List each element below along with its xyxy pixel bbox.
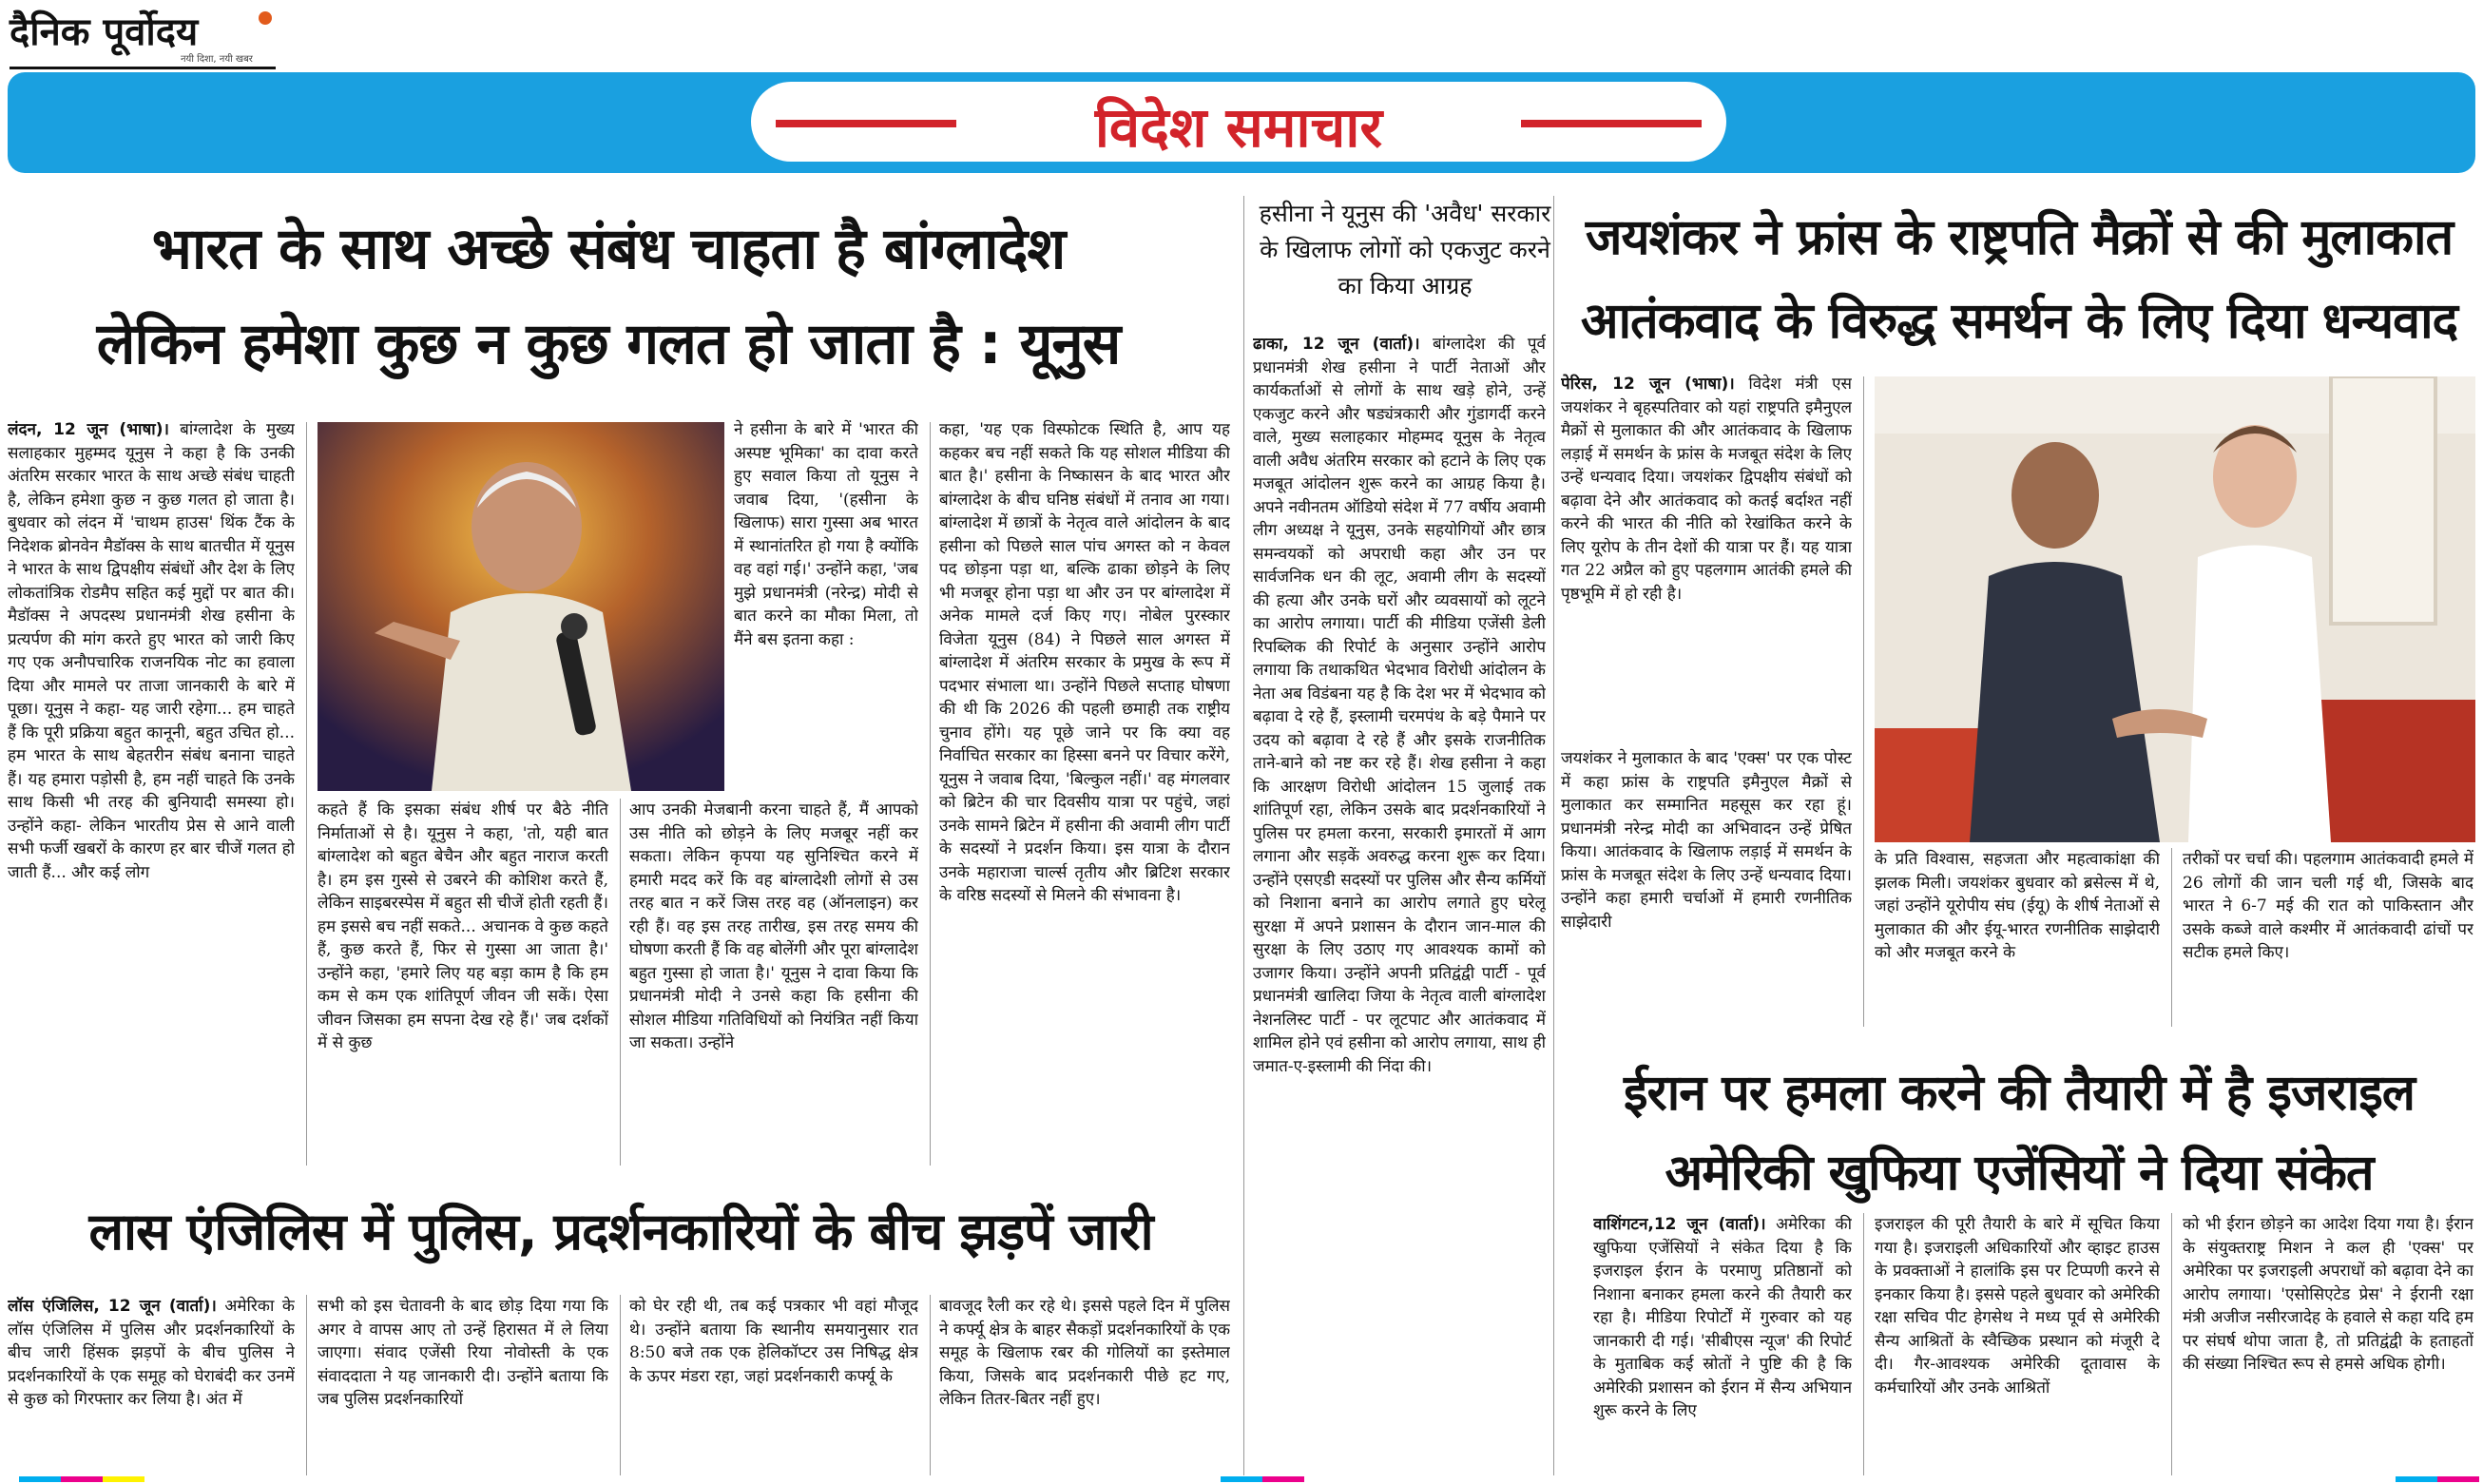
yunus-photo (318, 422, 724, 791)
jaishankar-column-1b (1561, 747, 1852, 1027)
hasina-column (1253, 333, 1546, 1475)
column-rule (620, 1295, 621, 1475)
column-rule (1553, 196, 1554, 1475)
masthead-underline (10, 67, 276, 69)
yunus-col4-text: कहा, 'यह एक विस्फोटक स्थिति है, आप यह कहकर बच नहीं सकते कि यह सोशल मीडिया की बात है।' हसीना के निष्कासन के बाद भारत और बांग्लादेश के बीच घनिष्ठ संबंधों में तनाव आ गया। बांग्लादेश में छात्रों के नेतृत्व वाले आंदोलन के बाद हसीना को पिछले साल पांच अगस्त को न केवल पद छोड़ना पड़ा था, बल्कि ढाका छोड़ने के लिए भी मजबूर होना पड़ा था और उन पर बांग्लादेश में अनेक मामले दर्ज किए गए। नोबेल पुरस्कार विजेता यूनुस (84) ने पिछले साल अगस्त में बांग्लादेश में अंतरिम सरकार के प्रमुख के रूप में पदभार संभाला था। उन्होंने पिछले सप्ताह घोषणा की थी कि 2026 की पहली छमाही तक राष्ट्रीय चुनाव होंगे। यह पूछे जाने पर कि क्या वह निर्वाचित सरकार का हिस्सा बनने पर विचार करेंगे, यूनुस ने जवाब दिया, 'बिल्कुल नहीं।' वह मंगलवार को ब्रिटेन की चार दिवसीय यात्रा पर पहुंचे, जहां उनके सामने ब्रिटेन में हसीना की अवामी लीग पार्टी के सदस्यों ने प्रदर्शन किया। इस यात्रा के दौरान उनके महाराजा चार्ल्स तृतीय और ब्रिटिश सरकार के वरिष्ठ सदस्यों से मिलने की संभावना है। (939, 420, 1230, 905)
iran-column-1 (1593, 1213, 1852, 1475)
jaishankar-macron-photo-illustration (1875, 376, 2475, 842)
yunus-column-3b (629, 799, 918, 1166)
jaishankar-macron-photo (1875, 376, 2475, 842)
yunus-col3a-text: ने हसीना के बारे में 'भारत की अस्पष्ट भूमिका' का दावा करते हुए सवाल किया तो यूनुस ने जवाब दिया, '(हसीना के खिलाफ) सारा गुस्सा अब भारत में स्थानांतरित हो गया है क्योंकि वह वहां गई।' उन्होंने कहा, 'जब मुझे प्रधानमंत्री (नरेन्द्र) मोदी से बात करने का मौका मिला, तो मैंने बस इतना कहा : (734, 420, 918, 649)
banner-right-bar (1521, 120, 1702, 127)
jaishankar-col1b-text: जयशंकर ने मुलाकात के बाद 'एक्स' पर एक पोस्ट में कहा फ्रांस के राष्ट्रपति इमैनुएल मैक्रों से मुलाकात कर सम्मानित महसूस कर रहा हूं। प्रधानमंत्री नरेन्द्र मोदी का अभिवादन उन्हें प्रेषित किया। आतंकवाद के खिलाफ लड़ाई में समर्थन के फ्रांस के मजबूत संदेश के लिए उन्हें धन्यवाद दिया। उन्होंने कहा हमारी चर्चाओं में हमारी रणनीतिक साझेदारी (1561, 749, 1852, 932)
jaishankar-column-1 (1561, 373, 1852, 743)
la-column-4 (939, 1295, 1230, 1475)
section-title-pill (751, 82, 1726, 162)
jaishankar-column-3 (2183, 848, 2473, 1027)
jaishankar-headline-line2: आतंकवाद के विरुद्ध समर्थन के लिए दिया धन्यवाद (1580, 293, 2458, 350)
la-column-2 (318, 1295, 608, 1475)
yunus-col2-text: कहते हैं कि इसका संबंध शीर्ष पर बैठे नीति निर्माताओं से है। यूनुस ने कहा, 'तो, यही बात बांग्लादेश को बहुत बेचैन और बहुत नाराज करती है। हम इस गुस्से से उबरने की कोशिश करते हैं, लेकिन साइबरस्पेस में बहुत सी चीजें होती रहती हैं। हम इससे बच नहीं सकते... अचानक वे कुछ कहते हैं, कुछ करते हैं, फिर से गुस्सा आ जाता है।' उन्होंने कहा, 'हमारे लिए यह बड़ा काम है कि हम कम से कम एक शांतिपूर्ण जीवन जी सकें। ऐसा जीवन जिसका हम सपना देख रहे हैं।' जब दर्शकों में से कुछ (318, 800, 608, 1052)
column-rule (930, 422, 931, 1166)
registration-mark (2437, 1476, 2479, 1482)
column-rule (1863, 1213, 1864, 1475)
column-rule (620, 799, 621, 1166)
hasina-dateline: ढाका, 12 जून (वार्ता)। (1253, 335, 1420, 354)
yunus-col3b-text: आप उनकी मेजबानी करना चाहते हैं, मैं आपको उस नीति को छोड़ने के लिए मजबूर नहीं कर सकता। लेकिन कृपया यह सुनिश्चित करने में हमारी मदद करें कि वह बांग्लादेशी लोगों से उस तरह बात न करें जिस तरह वह (ऑनलाइन) कर रही हैं। वह इस तरह तारीख, इस तरह समय की घोषणा करती हैं कि वह बोलेंगी और पूरा बांग्लादेश बहुत गुस्सा हो जाता है।' यूनुस ने दावा किया कि प्रधानमंत्री मोदी ने उनसे कहा कि हसीना की सोशल मीडिया गतिविधियों को नियंत्रित नहीं किया जा सकता। उन्होंने (629, 800, 918, 1052)
yunus-headline-line2: लेकिन हमेशा कुछ न कुछ गलत हो जाता है : यूनुस (96, 311, 1121, 377)
section-title: विदेश समाचार (1094, 95, 1383, 160)
iran-dateline: वाशिंगटन,12 जून (वार्ता)। (1593, 1215, 1766, 1234)
la-column-1 (8, 1295, 295, 1475)
la-col1-text: अमेरिका के लॉस एंजिलिस में पुलिस और प्रदर्शनकारियों के बीच जारी हिंसक झड़पों के बीच पुलिस ने प्रदर्शनकारियों के एक समूह को घेराबंदी कर उनमें से कुछ को गिरफ्तार कर लिया है। अंत में (8, 1297, 295, 1409)
hasina-headline: हसीना ने यूनुस की 'अवैध' सरकार के खिलाफ लोगों को एकजुट करने का किया आग्रह (1259, 200, 1551, 299)
jaishankar-dateline: पेरिस, 12 जून (भाषा)। (1561, 375, 1735, 394)
jaishankar-col2-text: के प्रति विश्वास, सहजता और महत्वाकांक्षा की झलक मिली। जयशंकर बुधवार को ब्रसेल्स में थे, जहां उन्होंने यूरोपीय संघ (ईयू) के शीर्ष नेताओं से मुलाकात की और ईयू-भारत रणनीतिक साझेदारी को और मजबूत करने के (1875, 850, 2160, 962)
registration-mark (19, 1476, 61, 1482)
iran-column-2 (1875, 1213, 2160, 1475)
masthead-logo-dot-icon (259, 11, 272, 25)
masthead-title: दैनिक पूर्वोदय (10, 10, 199, 54)
iran-headline-line2: अमेरिकी खुफिया एजेंसियों ने दिया संकेत (1665, 1145, 2374, 1202)
la-dateline: लॉस एंजिलिस, 12 जून (वार्ता)। (8, 1297, 217, 1316)
registration-mark (61, 1476, 103, 1482)
column-rule (2171, 848, 2172, 1027)
column-rule (1243, 196, 1244, 1475)
registration-mark (1262, 1476, 1304, 1482)
yunus-dateline: लंदन, 12 जून (भाषा)। (8, 420, 169, 439)
yunus-column-2 (318, 799, 608, 1166)
jaishankar-col1-text: विदेश मंत्री एस जयशंकर ने बृहस्पतिवार को यहां राष्ट्रपति इमैनुएल मैक्रों से मुलाकात की और आतंकवाद के खिलाफ लड़ाई में समर्थन के फ्रांस के मजबूत संदेश के लिए उन्हें धन्यवाद दिया। जयशंकर द्विपक्षीय संबंधों को बढ़ावा देने और आतंकवाद को कतई बर्दाश्त नहीं करने की भारत की नीति को रेखांकित करने के लिए यूरोप के तीन देशों की यात्रा पर हैं। यह यात्रा गत 22 अप्रैल को हुए पहलगाम आतंकी हमले की पृष्ठभूमि में हो रही है। (1561, 375, 1852, 604)
jaishankar-headline-line1: जयशंकर ने फ्रांस के राष्ट्रपति मैक्रों से की मुलाकात (1585, 209, 2454, 266)
la-col2-text: सभी को इस चेतावनी के बाद छोड़ दिया गया कि अगर वे वापस आए तो उन्हें हिरासत में ले लिया जाएगा। संवाद एजेंसी रिया नोवोस्ती के एक संवाददाता ने यह जानकारी दी। उन्होंने बताया कि जब पुलिस प्रदर्शनकारियों (318, 1297, 608, 1409)
registration-mark (103, 1476, 144, 1482)
hasina-body-text: बांग्लादेश की पूर्व प्रधानमंत्री शेख हसीना ने पार्टी नेताओं और कार्यकर्ताओं से लोगों के साथ खड़े होने, उन्हें एकजुट करने और षड्यंत्रकारी और गुंडागर्दी करने वाले, मुख्य सलाहकार मोहम्मद यूनुस के नेतृत्व वाली अवैध अंतरिम सरकार को हटाने के लिए एक मजबूत आंदोलन शुरू करने का आग्रह किया है। अपने नवीनतम ऑडियो संदेश में 77 वर्षीय अवामी लीग अध्यक्ष ने यूनुस, उनके सहयोगियों और छात्र समन्वयकों को अपराधी कहा और उन पर सार्वजनिक धन की लूट, अवामी लीग के सदस्यों की हत्या और उनके घरों और व्यवसायों को लूटने का आरोप लगाया। पार्टी की मीडिया एजेंसी डेली रिपब्लिक की रिपोर्ट के अनुसार उन्होंने आरोप लगाया कि तथाकथित भेदभाव विरोधी आंदोलन के नेता अब विडंबना यह है कि देश भर में भेदभाव को बढ़ावा दे रहे हैं, इस्लामी चरमपंथ के बड़े पैमाने पर उदय को बढ़ावा दे रहे हैं और इसके राजनीतिक ताने-बाने को नष्ट कर रहे हैं। शेख हसीना ने कहा कि आरक्षण विरोधी आंदोलन 15 जुलाई तक शांतिपूर्ण रहा, लेकिन उसके बाद प्रदर्शनकारियों ने पुलिस पर हमला करना, सरकारी इमारतों में आग लगाना और सड़कें अवरुद्ध करना शुरू कर दिया। उन्होंने एसएडी सदस्यों पर पुलिस और सैन्य कर्मियों को निशाना बनाने का आरोप लगाते हुए घरेलू सुरक्षा में अपने प्रशासन के दौरान जान-माल की सुरक्षा के लिए उठाए गए आवश्यक कामों को उजागर किया। उन्होंने अपनी प्रतिद्वंद्वी पार्टी - पूर्व प्रधानमंत्री खालिदा जिया के नेतृत्व वाली बांग्लादेश नेशनलिस्ट पार्टी - पर लूटपाट और आतंकवाद में शामिल होने एवं हसीना को आरोप लगाया, साथ ही जमात-ए-इस्लामी की निंदा की। (1253, 335, 1546, 1076)
yunus-column-4 (939, 418, 1230, 1166)
iran-col2-text: इजराइल की पूरी तैयारी के बारे में सूचित किया गया है। इजराइली अधिकारियों और व्हाइट हाउस के प्रवक्ताओं ने हालांकि इस पर टिप्पणी करने से इनकार किया है। इससे पहले बुधवार को अमेरिकी रक्षा सचिव पीट हेगसेथ ने मध्य पूर्व से अमेरिकी सैन्य आश्रितों के स्वैच्छिक प्रस्थान को मंजूरी दे दी। गैर-आवश्यक अमेरिकी दूतावास के कर्मचारियों और उनके आश्रितों (1875, 1215, 2160, 1397)
la-col3-text: को घेर रही थी, तब कई पत्रकार भी वहां मौजूद थे। उन्होंने बताया कि स्थानीय समयानुसार रात 8:50 बजे तक एक हेलिकॉप्टर उस निषिद्ध क्षेत्र के ऊपर मंडरा रहा, जहां प्रदर्शनकारी कर्फ्यू के (629, 1297, 918, 1386)
registration-mark (1221, 1476, 1262, 1482)
registration-mark (2396, 1476, 2437, 1482)
iran-col1-text: अमेरिका की खुफिया एजेंसियों ने संकेत दिया है कि इजराइल ईरान के परमाणु प्रतिष्ठानों को निशाना बनाकर हमला करने की तैयारी कर रहा है। मीडिया रिपोर्टों में गुरुवार को यह जानकारी दी गई। 'सीबीएस न्यूज' की रिपोर्ट के मुताबिक कई स्रोतों ने पुष्टि की है कि अमेरिकी प्रशासन को ईरान में सैन्य अभियान शुरू करने के लिए (1593, 1215, 1852, 1420)
column-rule (1863, 376, 1864, 1027)
banner-left-bar (776, 120, 956, 127)
iran-col3-text: को भी ईरान छोड़ने का आदेश दिया गया है। ईरान के संयुक्तराष्ट्र मिशन ने कल ही 'एक्स' पर अमेरिका पर इजराइली अपराधों को बढ़ावा देने का आरोप लगाया। 'एसोसिएटेड प्रेस' ने ईरानी रक्षा मंत्री अजीज नसीरजादेह के हवाले से कहा यदि हम पर संघर्ष थोपा जाता है, तो प्रतिद्वंद्वी के हताहतों की संख्या निश्चित रूप से हमसे अधिक होगी। (2183, 1215, 2473, 1374)
masthead-tagline: नयी दिशा, नयी खबर (181, 54, 253, 65)
column-rule (306, 422, 307, 1166)
iran-headline-line1: ईरान पर हमला करने की तैयारी में है इजराइल (1623, 1065, 2415, 1122)
la-column-3 (629, 1295, 918, 1475)
yunus-col1-text: बांग्लादेश के मुख्य सलाहकार मुहम्मद यूनुस ने कहा है कि उनकी अंतरिम सरकार भारत के साथ अच्छे संबंध चाहती है, लेकिन हमेशा कुछ न कुछ गलत हो जाता है। बुधवार को लंदन में 'चाथम हाउस' थिंक टैंक के निदेशक ब्रोनवेन मैडॉक्स के साथ बातचीत में यूनुस ने भारत के साथ द्विपक्षीय संबंधों और देश के लिए लोकतांत्रिक रोडमैप सहित कई मुद्दों पर बात की। मैडॉक्स ने अपदस्थ प्रधानमंत्री शेख हसीना के प्रत्यर्पण की मांग करते हुए भारत को जारी किए गए एक अनौपचारिक राजनयिक नोट का हवाला दिया और मामले पर ताजा जानकारी के बारे में पूछा। यूनुस ने कहा- यह जारी रहेगा... हम चाहते हैं कि पूरी प्रक्रिया बहुत कानूनी, बहुत उचित हो... हम भारत के साथ बेहतरीन संबंध बनाना चाहते हैं। यह हमारा पड़ोसी है, हम नहीं चाहते कि उनके साथ किसी भी तरह की बुनियादी समस्या हो। उन्होंने कहा- लेकिन भारतीय प्रेस से आने वाली सभी फर्जी खबरों के कारण हर बार चीजें गलत हो जाती हैं... और कई लोग (8, 420, 295, 882)
jaishankar-col3-text: तरीकों पर चर्चा की। पहलगाम आतंकवादी हमले में 26 लोगों की जान चली गई थी, जिसके बाद भारत ने 6-7 मई की रात को पाकिस्तान और उसके कब्जे वाले कश्मीर में आतंकवादी ढांचों पर सटीक हमले किए। (2183, 850, 2473, 962)
masthead (10, 4, 276, 63)
column-rule (930, 1295, 931, 1475)
column-rule (306, 1295, 307, 1475)
column-rule (2171, 1213, 2172, 1475)
jaishankar-column-2 (1875, 848, 2160, 1027)
iran-column-3 (2183, 1213, 2473, 1475)
yunus-headline-line1: भारत के साथ अच्छे संबंध चाहता है बांग्लादेश (151, 216, 1066, 282)
yunus-column-3a (734, 418, 918, 795)
yunus-column-1 (8, 418, 295, 1166)
la-col4-text: बावजूद रैली कर रहे थे। इससे पहले दिन में पुलिस ने कर्फ्यू क्षेत्र के बाहर सैकड़ों प्रदर्शनकारियों के एक समूह के खिलाफ रबर की गोलियों का इस्तेमाल किया, जिसके बाद प्रदर्शनकारी पीछे हट गए, लेकिन तितर-बितर नहीं हुए। (939, 1297, 1230, 1409)
section-banner (8, 72, 2475, 173)
la-headline: लास एंजिलिस में पुलिस, प्रदर्शनकारियों के बीच झड़पें जारी (88, 1202, 1153, 1262)
yunus-photo-illustration (318, 422, 724, 791)
